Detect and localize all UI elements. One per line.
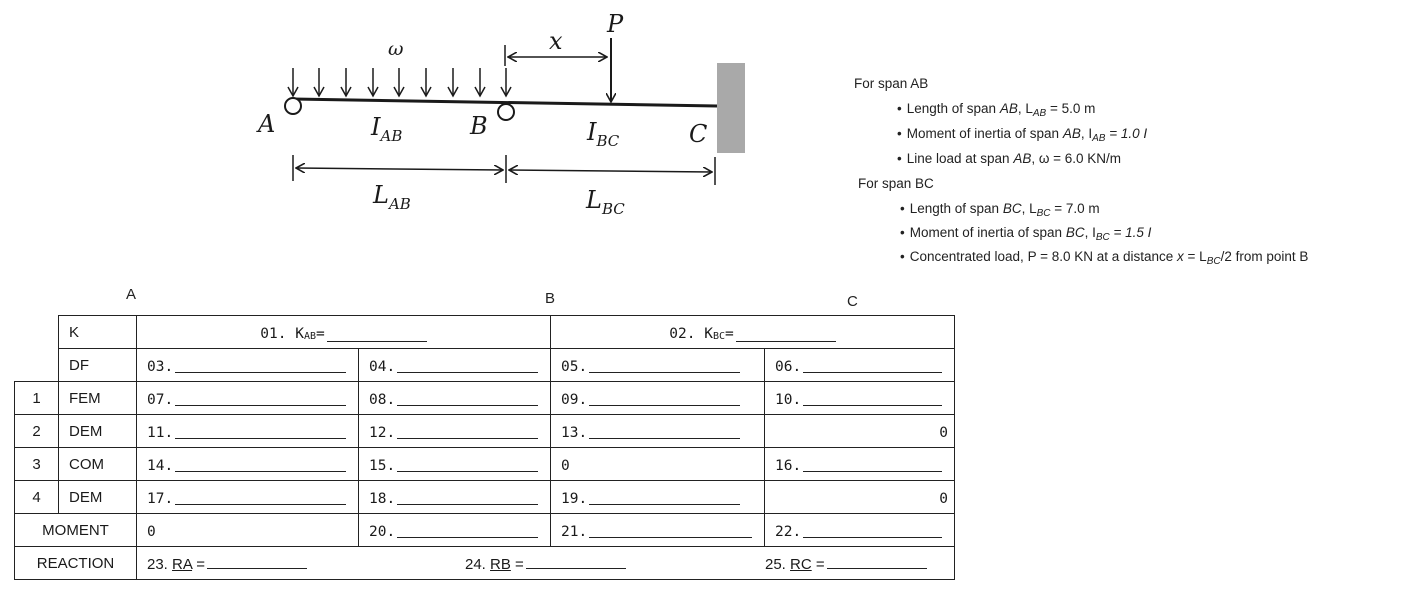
span-ab-inertia: • Moment of inertia of span AB, $I_{AB} = 1.0$ I bbox=[897, 126, 1147, 144]
column-b-header: B bbox=[545, 290, 556, 307]
span-ab-line-load: • Line load at span AB, ω = 6.0 KN/m bbox=[897, 151, 1121, 166]
roller-support-a bbox=[285, 98, 301, 114]
row-label: DF bbox=[59, 349, 137, 382]
row-cell-2[interactable]: 18. bbox=[359, 481, 551, 514]
row-step-number: 3 bbox=[15, 448, 59, 481]
row-label: FEM bbox=[59, 382, 137, 415]
row-cell-3[interactable]: 19. bbox=[551, 481, 765, 514]
moment-cell-3[interactable]: 21. bbox=[551, 514, 765, 547]
row-label-moment: MOMENT bbox=[15, 514, 137, 547]
row-cell-4[interactable]: 06. bbox=[765, 349, 955, 382]
roller-support-b bbox=[498, 104, 514, 120]
row-cell-1[interactable]: 14. bbox=[137, 448, 359, 481]
inertia-ab-label: $I_{AB}$ bbox=[371, 113, 403, 145]
row-cell-1[interactable]: 17. bbox=[137, 481, 359, 514]
row-cell-1[interactable]: 03. bbox=[137, 349, 359, 382]
point-b-label: B bbox=[470, 112, 488, 140]
point-c-label: C bbox=[689, 120, 708, 148]
row-step-number bbox=[15, 349, 59, 382]
row-cell-2[interactable]: 12. bbox=[359, 415, 551, 448]
row-label-reaction: REACTION bbox=[15, 547, 137, 580]
span-bc-point-load: • Concentrated load, P = 8.0 KN at a distance $x = L_{BC}/2$ from point B bbox=[900, 249, 1308, 267]
span-bc-inertia: • Moment of inertia of span BC, $I_{BC} = 1.5$ I bbox=[900, 225, 1151, 243]
row-cell-2[interactable]: 15. bbox=[359, 448, 551, 481]
row-label: DEM bbox=[59, 415, 137, 448]
row-cell-4: 0 bbox=[765, 481, 955, 514]
row-cell-3: 0 bbox=[551, 448, 765, 481]
row-cell-3[interactable]: 13. bbox=[551, 415, 765, 448]
length-ab-arrow bbox=[296, 168, 503, 170]
row-step-number: 2 bbox=[15, 415, 59, 448]
table-row bbox=[15, 382, 955, 415]
table-row bbox=[15, 415, 955, 448]
moment-distribution-table bbox=[14, 315, 955, 580]
table-row bbox=[15, 481, 955, 514]
length-ab-label: $L_{AB}$ bbox=[373, 181, 411, 213]
row-cell-3[interactable]: 05. bbox=[551, 349, 765, 382]
span-ab-length: • Length of span AB, $L_{AB} = 5.0$ m bbox=[897, 101, 1095, 119]
span-ab-title: For span AB bbox=[854, 76, 929, 91]
column-a-header: A bbox=[126, 286, 137, 303]
row-label: DEM bbox=[59, 481, 137, 514]
point-load-label: P bbox=[607, 10, 624, 38]
row-cell-2[interactable]: 08. bbox=[359, 382, 551, 415]
reaction-rc[interactable]: 25. RC = bbox=[765, 556, 927, 573]
span-bc-length: • Length of span BC, $L_{BC} = 7.0$ m bbox=[900, 201, 1100, 219]
row-num-blank bbox=[15, 316, 59, 349]
table-row bbox=[15, 448, 955, 481]
point-a-label: A bbox=[258, 110, 276, 138]
fixed-support-c bbox=[717, 63, 745, 153]
row-cell-3[interactable]: 09. bbox=[551, 382, 765, 415]
table-row-moment bbox=[15, 514, 955, 547]
row-cell-1[interactable]: 07. bbox=[137, 382, 359, 415]
load-label: ω bbox=[388, 38, 404, 60]
row-cell-4[interactable]: 16. bbox=[765, 448, 955, 481]
moment-cell-2[interactable]: 20. bbox=[359, 514, 551, 547]
reaction-rb[interactable]: 24. RB = bbox=[465, 556, 765, 573]
table-row-reaction bbox=[15, 547, 955, 580]
row-step-number: 4 bbox=[15, 481, 59, 514]
row-cell-4: 0 bbox=[765, 415, 955, 448]
row-cell-1[interactable]: 11. bbox=[137, 415, 359, 448]
length-bc-arrow bbox=[509, 170, 712, 172]
row-cell-2[interactable]: 04. bbox=[359, 349, 551, 382]
column-c-header: C bbox=[847, 293, 858, 310]
row-label: COM bbox=[59, 448, 137, 481]
row-cell-4[interactable]: 10. bbox=[765, 382, 955, 415]
distance-label: x bbox=[549, 27, 563, 55]
k-ab-cell[interactable]: 01. K AB = bbox=[137, 316, 551, 349]
row-step-number: 1 bbox=[15, 382, 59, 415]
inertia-bc-label: $I_{BC}$ bbox=[587, 118, 620, 150]
span-bc-title: For span BC bbox=[858, 176, 934, 191]
length-bc-label: $L_{BC}$ bbox=[586, 186, 625, 218]
distributed-load-arrows bbox=[288, 68, 511, 96]
reaction-ra[interactable]: 23. RA = bbox=[137, 556, 465, 573]
table-row bbox=[15, 349, 955, 382]
k-bc-cell[interactable]: 02. K BC = bbox=[551, 316, 955, 349]
table-row-k bbox=[15, 316, 955, 349]
moment-cell-4[interactable]: 22. bbox=[765, 514, 955, 547]
row-label-k: K bbox=[59, 316, 137, 349]
reaction-cell bbox=[137, 547, 955, 580]
moment-cell-1: 0 bbox=[137, 514, 359, 547]
